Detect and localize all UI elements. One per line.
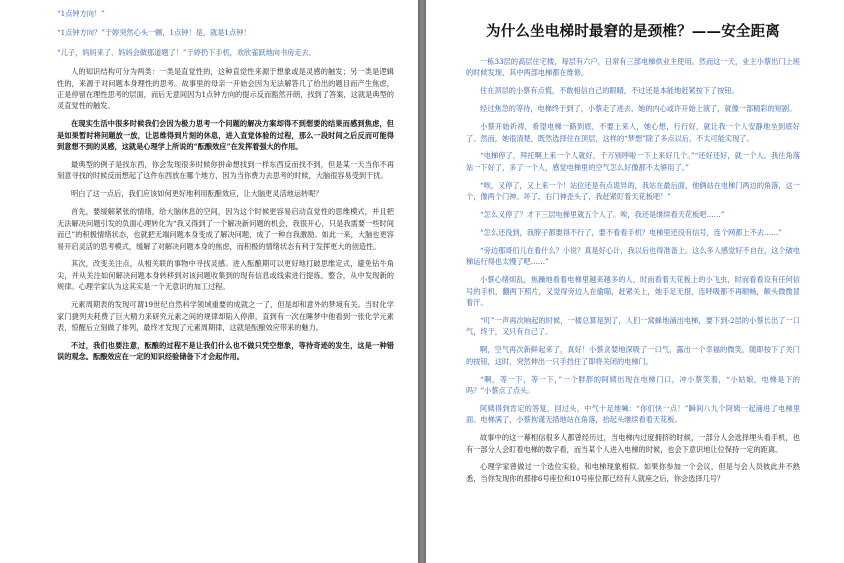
- paragraph: 小蔡心绪烦乱，焦躁地看着电梯里越来越多的人，时而看着天花板上的小飞虫，时而看看设有任何信号的手机，翻两下照片，又觉得旁边人在偷瞄，赶紧关上，她手足无措，连呼吸都不再顺畅，额头微微冒着汗。: [466, 275, 800, 307]
- page-title: 为什么坐电梯时最窘的是颈椎？——安全距离: [486, 23, 780, 40]
- paragraph: 住在顶层的小蔡有点慌，不敢相信自己的眼睛，不过还是本能地赶紧按下了按钮。: [480, 86, 739, 96]
- paragraph: 明白了这一点后，我们应该如何更好地利用酝酿效应，让大脑更灵活地运转呢？: [71, 189, 323, 199]
- paragraph: 不过，我们也要注意，酝酿的过程不是让我们什么也不做只凭空想象，等待奇迹的发生，这是一种错误的观念。酝酿效应在一定的知识经验储备下才会起作用。: [57, 340, 394, 362]
- paragraph: 小蔡开始祈祷，希望电梯一路到底，不要上来人，她心想，行行好，就让我一个人安静地坐到底好了。然而，她很清楚，既然选择住在顶层，这样的“梦想”除了多点以后，不太可能实现了。: [466, 122, 800, 143]
- paragraph: 心理学家曾做过一个选位实验，和电梯现象相似。如果你参加一个会议，但是与会人员彼此并不熟悉，当你发现你的那排6号座位和10号座位都已经有人就座之后，你会选择几号？: [466, 462, 800, 483]
- left-page: [0, 0, 418, 563]
- paragraph: 阿姨得到肯定的答复，回过头，中气十足地喊：“你们快一点！”瞬间八九个阿姨一起涌进了电梯里面。电梯满了，小蔡拘谨无措地站在角落，抬起头继续看着天花板。: [466, 403, 800, 425]
- paragraph: “旁边那哥们儿在看什么？小说？真是好心计，我以后也得准备上。这么多人感觉好不自在，这个破电梯运行得也太慢了吧……”: [466, 245, 800, 267]
- paragraph: “叮”一声再次响起的时候，一楼总算是到了，人们一窝蜂地涌出电梯，要下到-2层的小蔡长出了一口气，终于，又只有自己了。: [466, 315, 800, 337]
- paragraph: 在现实生活中很多时候我们会因为极力思考一个问题的解决方案却得不到想要的结果而感到焦虑，但是如果暂时将问题放一放，让思维得到片刻的休息，进入直觉体验的过程，那么一段时间之后反而可能得到意想不到的灵感，这就是心理学上所说的“酝酿效应”在发挥着强大的作用。: [57, 119, 394, 152]
- paragraph: 经过焦急的等待，电梯终于到了，小蔡走了进去，她的内心或许开始上演了，就像一部精彩的短剧。: [480, 104, 797, 114]
- paragraph: 人的知识结构可分为两类：一类是直觉性的，这种直觉性来源于想象或是灵感的触发；另一类是逻辑性的，来源于对问题本身理性的思考。故事里的母亲一开始会因为无法解答几了给出的题目而产生焦虑，正是停留在理性思考的层面，而后无意间因为1点钟方向的提示反而豁然开朗，找到了答案，这就是典型的灵直觉性的触发。: [57, 67, 394, 111]
- paragraph: “儿子，妈妈来了，妈妈会做那道题了！”于婷扔下手机，欢欣雀跃地向书房走去。: [57, 47, 316, 57]
- paragraph: 元素周期表的发现可谓19世纪自然科学领域重要的成就之一了，但是却和意外的梦境有关。当时化学家门捷列夫耗费了巨大精力来研究元素之间的规律却陷入停滞，直到有一次在睡梦中他看到一张化学元素表，惊醒后立刻做了排列，最终才发现了元素周期律，这就是酝酿效应带来的魅力。: [57, 300, 394, 332]
- paragraph: 啊，空气再次新鲜起来了，真好！小蔡贪婪地深吸了一口气，露出一个幸福的微笑，随即按下了关门的按钮，这时，突然伸出一只手挡住了即将关闭的电梯门。: [466, 345, 800, 366]
- paragraph: 首先，要缓解紧张的情绪，给大脑休息的空间，因为这个时候更容易启动直觉性的思维模式，并且把无法解决问题引发的负面心理转化为“我又得到了一个解决新问题的机会，我很开心，只是我需要一些时间而已”的积极情绪状态，也就把无端问题本身变成了解决问题，成了一种自我激励。如此一来，大脑也更容易开启灵活的思考模式，缓解了对解决问题本身的焦虑，而积极的情绪状态有利于发挥更大的创造性。: [57, 207, 394, 251]
- paragraph: “唉，又停了，又上来一个！站位还是有点诡异的，我站在最后面，他俩站在电梯门两边的角落，这一个，像两个门神。坏了，右门神歪头了，我赶紧盯着天花板吧！”: [466, 180, 800, 202]
- paragraph: “电梯停了，拜托啊上来一个人就好，千万别呼啦一下上来好几个。”“还好还好，就一个人。我往角落站一下好了，多了一个人，感觉电梯里的空气怎么好像都不太够用了。”: [466, 151, 800, 172]
- paragraph: “1点钟方向！”: [57, 9, 105, 18]
- paragraph: “1点钟方向？”于婷突然心头一颤，1点钟！是，就是1点钟！: [57, 28, 251, 38]
- right-page: [426, 0, 844, 563]
- paragraph: “怎么又停了？才下三层电梯里就五个人了。唉，我还是继续看天花板吧……”: [480, 210, 725, 220]
- paragraph: 最典型的例子是找东西，你会发现很多时候你拼命想找到一样东西反而找不到，但是某一天当你不再刻意寻找的时候反而想起了这件东西放在哪个地方，因为当你费力去思考的时候，大脑很容易受到干扰。: [57, 160, 394, 181]
- paragraph: 故事中的这一幕相信很多人都曾经历过，当电梯内过度拥挤的时候，一部分人会选择埋头看手机，也有一部分人会盯着电梯的数字看，而当某个人进入电梯的时候，也会下意识地让位保持一定的距离。: [466, 433, 800, 454]
- right-page-body: [466, 56, 800, 484]
- paragraph: “怎么还没到，我脖子都要得不行了，要不看看手机？电梯里还没有信号，连个网都上不去……”: [480, 227, 783, 237]
- paragraph: “啊，等一下，等一下，”一个胖胖的阿姨出现在电梯门口，冲小蔡笑着，“小姑娘，电梯是下的吗？”小蔡点了点头。: [466, 374, 800, 395]
- paragraph: 一栋33层的高层住宅楼，每层有六户，日常有三部电梯供业主使用。然而这一天，业主小蔡出门上班的时候发现，其中两部电梯都在维修。: [466, 57, 800, 78]
- paragraph: 其次，改变关注点，从相关联的事物中寻找灵感。进入酝酿期可以更好地打破思维定式，避免钻牛角尖，并从关注如何解决问题本身转移到对该问题收集到的现有信息或线索进行提炼、整合，从中发现新的规律。心理学家认为这其实是一个无意识的加工过程。: [57, 259, 394, 292]
- book-gutter: [418, 0, 426, 563]
